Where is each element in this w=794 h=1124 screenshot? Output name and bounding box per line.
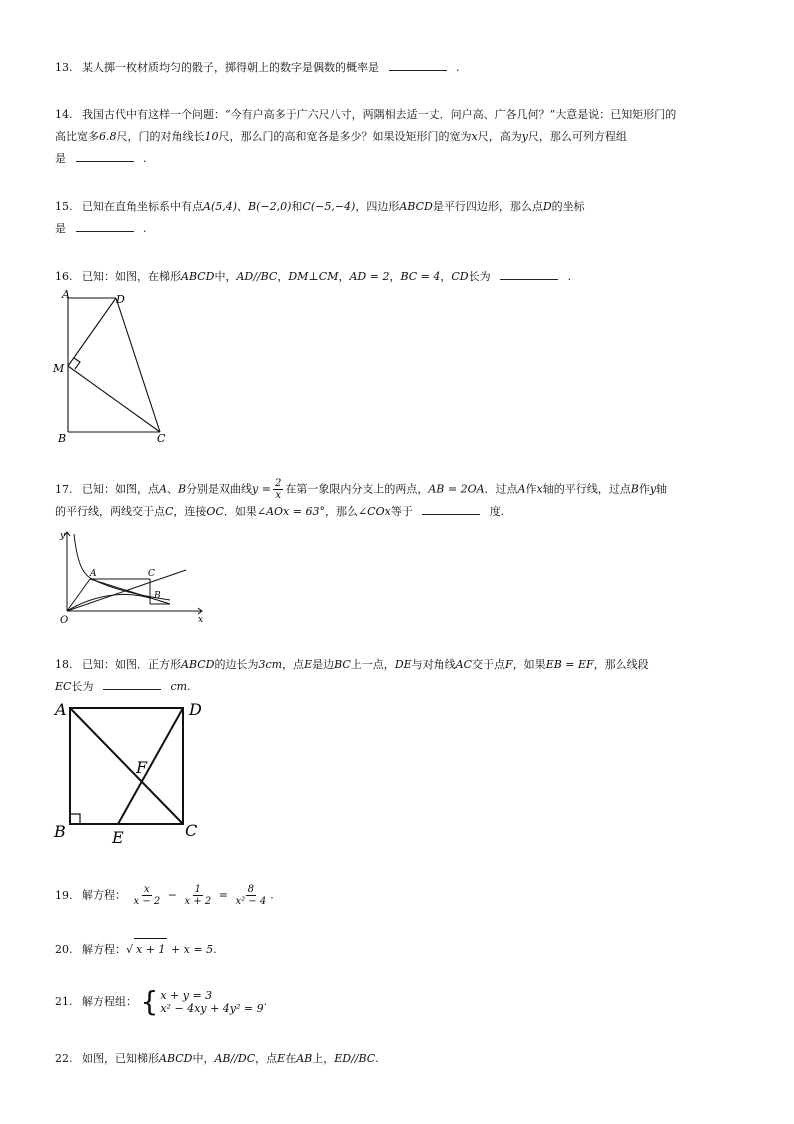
question-text: 和 xyxy=(291,200,303,213)
math-expr: AB = 2OA xyxy=(428,482,485,496)
math-var: A xyxy=(517,482,526,496)
label-A: A xyxy=(62,288,70,301)
math-expr: AD = 2 xyxy=(349,270,390,283)
question-number: 21. xyxy=(55,995,73,1008)
math-expr: AB//DC xyxy=(214,1052,256,1065)
numerator: 1 xyxy=(194,884,202,895)
question-21 xyxy=(55,985,745,1018)
question-text: 解方程： xyxy=(82,888,126,902)
math-value: 6.8 xyxy=(99,130,117,143)
answer-blank[interactable] xyxy=(76,219,134,232)
math-var: y xyxy=(252,482,259,496)
question-number: 18. xyxy=(55,658,73,671)
question-text: 交于点 xyxy=(472,658,506,671)
answer-blank[interactable] xyxy=(76,149,134,162)
math-var: y xyxy=(521,130,528,143)
left-brace-icon: { xyxy=(140,985,159,1018)
math-expr: DM⊥CM xyxy=(288,270,339,283)
numerator: 2 xyxy=(274,478,282,489)
question-text: 作 xyxy=(525,482,537,496)
question-text: 已知在直角坐标系中有点 xyxy=(82,200,203,213)
question-text: ，那么 xyxy=(324,505,358,518)
question-number: 19. xyxy=(55,888,73,902)
question-text: 等于 xyxy=(390,505,413,518)
math-var: AC xyxy=(455,658,473,671)
question-text: 某人掷一枚材质均匀的骰子，掷得朝上的数字是偶数的概率是 xyxy=(82,61,379,74)
question-13 xyxy=(55,57,745,79)
math-op: = xyxy=(218,888,228,902)
math-point: B(−2,0) xyxy=(248,200,292,213)
question-text: ，四边形 xyxy=(355,200,400,213)
question-16: 16. 已知：如图，在梯形ABCD中，AD//BC，DM⊥CM，AD = 2，BC = 4，CD长为 . xyxy=(55,266,745,288)
punctuation: . xyxy=(270,888,274,902)
math-var: BC xyxy=(334,658,351,671)
question-20 xyxy=(55,938,745,961)
question-text: 轴 xyxy=(656,482,668,496)
math-var: E xyxy=(304,658,313,671)
question-text: 轴的平行线，过点 xyxy=(542,482,631,496)
label-B: B xyxy=(54,822,66,841)
punctuation: . xyxy=(456,61,460,74)
question-text: ，如果 xyxy=(512,658,546,671)
math-var: OC xyxy=(206,505,224,518)
label-D: D xyxy=(116,293,125,306)
label-F: F xyxy=(136,758,148,777)
question-text: ，点 xyxy=(282,658,305,671)
fraction xyxy=(132,884,163,907)
equation-row: x + y = 3 xyxy=(160,989,213,1002)
math-var: DE xyxy=(394,658,412,671)
denominator: x − 2 xyxy=(133,896,161,907)
math-var: ABCD xyxy=(399,200,433,213)
math-var: ABCD xyxy=(181,270,215,283)
math-var: C xyxy=(165,505,174,518)
math-unit: cm. xyxy=(170,680,191,693)
question-text: 我国古代中有这样一个问题：“今有户高多于广六尺八寸，两隅相去适一丈．问户高、广各几何？”大意是说：已知矩形门的 xyxy=(82,108,677,121)
numerator: x xyxy=(144,884,150,895)
label-M: M xyxy=(53,362,65,375)
question-text: 的边长为 xyxy=(214,658,259,671)
question-number: 20. xyxy=(55,943,73,956)
question-text: 在第一象限内分支上的两点， xyxy=(285,482,429,496)
question-text: ．如果 xyxy=(223,505,257,518)
question-text: 高比宽多 xyxy=(55,130,99,143)
radicand: x + 1 xyxy=(134,938,167,961)
math-value: 3cm xyxy=(258,658,283,671)
answer-blank[interactable] xyxy=(422,502,480,515)
question-text: 中， xyxy=(214,270,237,283)
square-figure xyxy=(50,696,210,848)
punctuation: . xyxy=(213,943,217,956)
label-O: O xyxy=(60,615,69,626)
punctuation: . xyxy=(263,995,268,1008)
math-value: 10 xyxy=(204,130,219,143)
sqrt-icon: √ xyxy=(126,943,134,956)
question-number: 15. xyxy=(55,200,73,213)
axis-x-label: x xyxy=(198,615,204,625)
math-var: y xyxy=(649,482,657,496)
math-var: x xyxy=(536,482,543,496)
question-text: 、 xyxy=(166,482,178,496)
fraction xyxy=(233,884,268,907)
question-number: 16. xyxy=(55,270,73,283)
question-14 xyxy=(55,104,745,170)
math-var: x xyxy=(471,130,478,143)
question-text: 尺，那么门的高和宽各是多少？如果设矩形门的宽为 xyxy=(218,130,472,143)
math-expr: ∠AOx = 63° xyxy=(256,505,325,518)
math-point: C(−5,−4) xyxy=(302,200,356,213)
question-text: 长为 xyxy=(71,680,94,693)
punctuation: . xyxy=(143,222,147,235)
answer-blank[interactable] xyxy=(500,267,558,280)
question-number: 13. xyxy=(55,61,73,74)
math-var: EC xyxy=(55,680,72,693)
label-C: C xyxy=(157,432,166,445)
question-text: ，连接 xyxy=(173,505,207,518)
question-text: 尺，高为 xyxy=(477,130,522,143)
label-D: D xyxy=(189,700,202,719)
question-text: 已知：如图．正方形 xyxy=(82,658,181,671)
question-text: ．过点 xyxy=(484,482,518,496)
question-number: 14. xyxy=(55,108,73,121)
punctuation: . xyxy=(143,152,147,165)
answer-blank[interactable] xyxy=(389,58,447,71)
label-A: A xyxy=(55,700,67,719)
question-text: 中， xyxy=(192,1052,215,1065)
label-A: A xyxy=(90,569,97,579)
math-var: F xyxy=(505,658,513,671)
math-expr: EB = EF xyxy=(545,658,594,671)
question-text: 与对角线 xyxy=(411,658,456,671)
question-18 xyxy=(55,654,745,698)
fraction xyxy=(273,478,283,501)
question-number: 22. xyxy=(55,1052,73,1065)
answer-blank[interactable] xyxy=(103,677,161,690)
question-17 xyxy=(55,478,745,523)
question-15 xyxy=(55,196,745,240)
math-expr: ∠COx xyxy=(357,505,391,518)
question-text: 是 xyxy=(55,152,66,165)
math-var: E xyxy=(277,1052,286,1065)
question-text: 解方程组： xyxy=(82,995,137,1008)
question-text: 是边 xyxy=(312,658,335,671)
question-text: 作 xyxy=(638,482,650,496)
denominator: x² − 4 xyxy=(235,896,267,907)
math-point: A(5,4) xyxy=(203,200,238,213)
trapezoid-figure xyxy=(50,286,180,446)
question-text: 如图，已知梯形 xyxy=(82,1052,159,1065)
question-19 xyxy=(55,884,745,907)
question-number: 17. xyxy=(55,482,73,496)
question-text: 上一点， xyxy=(350,658,395,671)
math-expr: + x = 5 xyxy=(170,943,214,956)
question-text: ，那么线段 xyxy=(593,658,649,671)
math-var: ABCD xyxy=(159,1052,193,1065)
question-text: 尺，那么可列方程组 xyxy=(527,130,627,143)
denominator: x + 2 xyxy=(184,896,212,907)
math-var: ABCD xyxy=(181,658,215,671)
math-expr: BC = 4 xyxy=(400,270,441,283)
equation-system xyxy=(140,985,264,1018)
math-var: A xyxy=(159,482,167,496)
question-text: 长为 xyxy=(468,270,491,283)
math-var: D xyxy=(542,200,552,213)
label-C: C xyxy=(148,569,155,579)
question-text: 的坐标 xyxy=(551,200,585,213)
label-B: B xyxy=(58,432,67,445)
question-text: 度. xyxy=(489,505,505,518)
label-B: B xyxy=(154,591,161,601)
question-text: 在 xyxy=(285,1052,297,1065)
math-expr: AD//BC xyxy=(236,270,278,283)
question-text: 尺，门的对角线长 xyxy=(116,130,205,143)
math-op: − xyxy=(167,888,177,902)
axis-y-label: y xyxy=(60,531,66,541)
punctuation: . xyxy=(375,1052,379,1065)
math-var: B xyxy=(177,482,187,496)
hyperbola-figure xyxy=(52,526,212,626)
question-text: 是 xyxy=(55,222,66,235)
math-op: = xyxy=(261,482,271,496)
denominator: x xyxy=(275,490,281,501)
math-expr: ED//BC xyxy=(334,1052,376,1065)
punctuation: . xyxy=(567,270,572,283)
question-text: 已知：如图，在梯形 xyxy=(82,270,181,283)
equation-row: x² − 4xy + 4y² = 9 xyxy=(160,1002,264,1015)
question-text: 、 xyxy=(237,200,249,213)
numerator: 8 xyxy=(247,884,254,895)
question-22 xyxy=(55,1048,745,1070)
label-C: C xyxy=(185,821,198,840)
question-text: 已知：如图，点 xyxy=(82,482,159,496)
question-text: 上， xyxy=(312,1052,335,1065)
fraction xyxy=(182,884,213,907)
question-text: ，点 xyxy=(255,1052,278,1065)
question-text: 是平行四边形，那么点 xyxy=(432,200,543,213)
question-text: 解方程： xyxy=(82,943,126,956)
math-var: AB xyxy=(296,1052,313,1065)
math-var: B xyxy=(630,482,639,496)
label-E: E xyxy=(112,828,124,847)
question-text: 分别是双曲线 xyxy=(186,482,253,496)
math-var: CD xyxy=(451,270,469,283)
question-text: 的平行线，两线交于点 xyxy=(55,505,165,518)
